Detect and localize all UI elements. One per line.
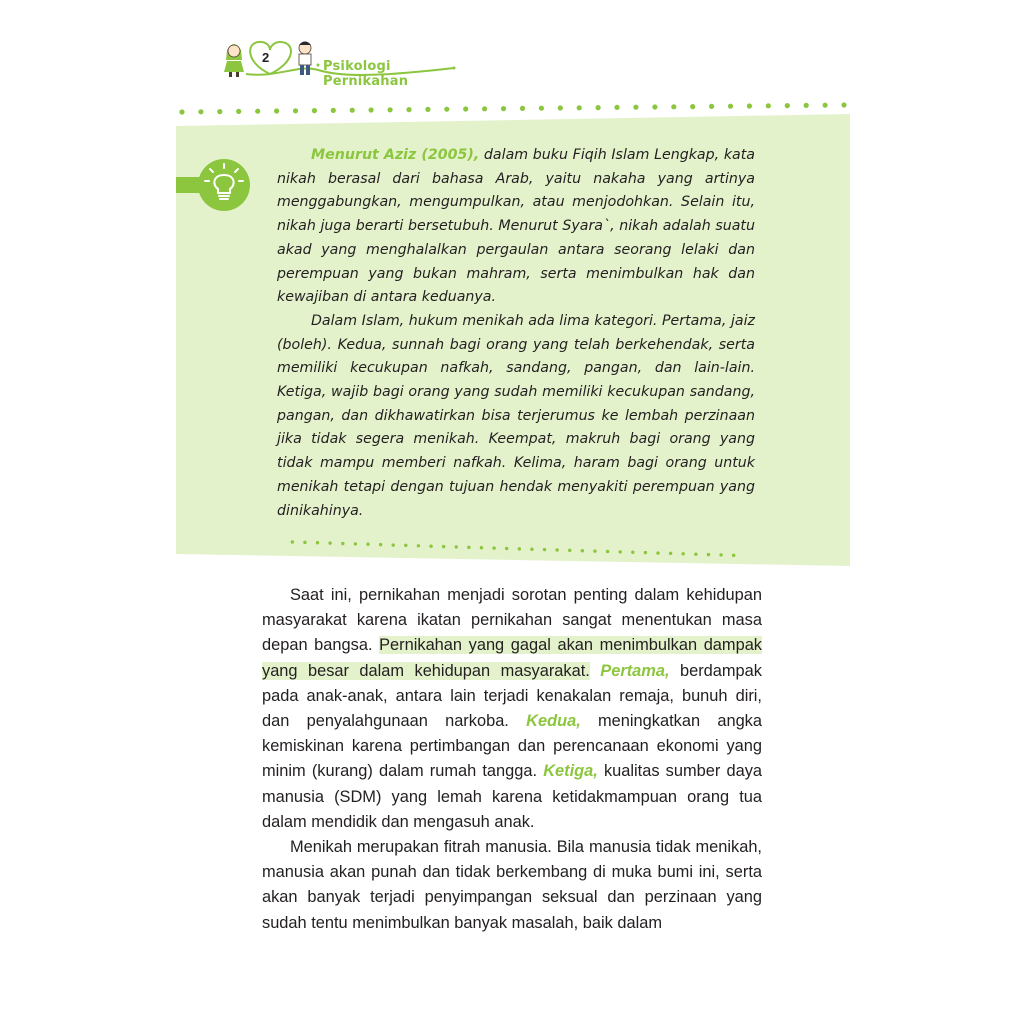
border-dot [543, 548, 546, 551]
border-dot [539, 106, 544, 111]
border-dot [388, 107, 393, 112]
running-header [218, 34, 478, 89]
border-dot [719, 553, 722, 556]
border-dot [785, 103, 790, 108]
border-dot [480, 546, 483, 549]
border-dot [331, 108, 336, 113]
border-dot [328, 541, 331, 544]
border-dot [442, 545, 445, 548]
border-dot [823, 103, 828, 108]
border-dot [425, 107, 430, 112]
border-dot [463, 106, 468, 111]
border-dot [606, 550, 609, 553]
boy-character-icon [299, 42, 311, 76]
border-dot [530, 548, 533, 551]
border-dot [728, 104, 733, 109]
border-dot [766, 103, 771, 108]
border-dot [404, 544, 407, 547]
border-dot [467, 546, 470, 549]
border-dot [558, 105, 563, 110]
keyword-label: Pertama, [600, 661, 670, 680]
border-dot [804, 103, 809, 108]
category-label: Keempat, [488, 431, 557, 448]
category-label: Kedua, [337, 336, 387, 353]
highlighted-sentence: Pernikahan yang gagal akan menimbulkan dampak yang besar dalam kehidupan masyarakat. [262, 636, 763, 680]
border-dot [841, 102, 846, 107]
page-number: 2 [262, 50, 270, 65]
heart-icon [250, 42, 291, 74]
border-dot [501, 106, 506, 111]
border-dot [596, 105, 601, 110]
category-label: Kelima, [513, 455, 567, 472]
keyword-label: Kedua, [526, 712, 581, 731]
category-label: Pertama, [661, 312, 727, 329]
border-dot [291, 540, 294, 543]
border-dot [379, 543, 382, 546]
category-label: Ketiga, [277, 384, 327, 401]
border-dot [690, 104, 695, 109]
border-dot [303, 541, 306, 544]
border-dot [631, 551, 634, 554]
bottom-dotted-border [176, 538, 850, 558]
book-title: Fiqih Islam Lengkap [572, 147, 715, 163]
border-dot [732, 554, 735, 557]
border-dot [593, 549, 596, 552]
lightbulb-badge [176, 155, 256, 217]
border-dot [581, 549, 584, 552]
border-dot [577, 105, 582, 110]
border-dot [681, 552, 684, 555]
running-title: Psikologi Pernikahan [323, 59, 409, 89]
border-dot [316, 541, 319, 544]
border-dot [293, 108, 298, 113]
border-dot [406, 107, 411, 112]
border-dot [555, 548, 558, 551]
border-dot [568, 549, 571, 552]
body-paragraph-1: Saat ini, pernikahan menjadi sorotan penting dalam kehidupan masyarakat karena ikatan pernikahan sangat menentukan masa depan bangsa. Pernikahan yang gagal akan menimbulkan dampak yang besar dalam kehidupan masyarakat. Pertama, berdampak pada anak-anak, antara lain terjadi kenakalan remaja, bunuh diri, dan penyalahgunaan narkoba. Kedua, meningkatkan angka kemiskinan karena pertimbangan dan perencanaan ekonomi yang minim (kurang) dalam rumah tangga. Ketiga, kualitas sumber daya manusia (SDM) yang lemah karena ketidakmampuan orang tua dalam mendidik dan mengasuh anak. [262, 586, 763, 831]
border-dot [429, 544, 432, 547]
border-dot [505, 547, 508, 550]
border-dot [652, 104, 657, 109]
border-dot [482, 106, 487, 111]
border-dot [455, 545, 458, 548]
border-dot [644, 551, 647, 554]
info-paragraph-1: Menurut Aziz (2005), dalam buku Fiqih Islam Lengkap, kata nikah berasal dari bahasa Arab, yaitu nakaha yang artinya menggabungkan, mengumpulkan, atau menjodohkan. Selain itu, nikah juga berarti bersetubuh. Menurut Syara`, nikah adalah suatu akad yang menghalalkan pergaulan antara seorang lelaki dan perempuan yang bukan mahram, serta menimbulkan hak dan kewajiban di antara keduanya. [277, 147, 755, 306]
border-dot [669, 552, 672, 555]
border-dot [707, 553, 710, 556]
border-dot [274, 108, 279, 113]
border-dot [618, 550, 621, 553]
border-dot [656, 551, 659, 554]
border-dot [614, 105, 619, 110]
border-dot [417, 544, 420, 547]
border-dot [341, 542, 344, 545]
border-dot [354, 542, 357, 545]
body-paragraph-2: Menikah merupakan fitrah manusia. Bila manusia tidak menikah, manusia akan punah dan tidak berkembang di muka bumi ini, serta akan banyak terjadi penyimpangan seksual dan perzinaan yang sudah tentu menimbulkan banyak masalah, baik dalam [262, 838, 762, 932]
border-dot [694, 552, 697, 555]
body-text [262, 583, 762, 936]
girl-character-icon [224, 44, 244, 77]
info-box-text [277, 144, 755, 523]
border-dot [391, 543, 394, 546]
border-dot [492, 546, 495, 549]
citation: Menurut Aziz (2005), [311, 147, 480, 163]
border-dot [747, 103, 752, 108]
border-dot [709, 104, 714, 109]
border-dot [671, 104, 676, 109]
border-dot [366, 543, 369, 546]
border-dot [444, 107, 449, 112]
info-paragraph-2: Dalam Islam, hukum menikah ada lima kategori. Pertama, jaiz (boleh). Kedua, sunnah bagi orang yang telah berkehendak, serta memiliki kecukupan nafkah, sandang, pangan, dan lain-lain. Ketiga, wajib bagi orang yang sudah memiliki kecukupan sandang, pangan, dan dikhawatirkan bisa terjerumus ke lembah perzinaan jika tidak segera menikah. Keempat, makruh bagi orang yang tidak mampu memberi nafkah. Kelima, haram bagi orang untuk menikah tetapi dengan tujuan hendak menyakiti perempuan yang dinikahinya. [277, 312, 756, 519]
border-dot [520, 106, 525, 111]
border-dot [350, 108, 355, 113]
border-dot [369, 107, 374, 112]
border-dot [633, 105, 638, 110]
top-dotted-border [176, 96, 850, 116]
border-dot [518, 547, 521, 550]
border-dot [312, 108, 317, 113]
arabic-term: nakaha [593, 170, 646, 187]
keyword-label: Ketiga, [543, 762, 598, 781]
